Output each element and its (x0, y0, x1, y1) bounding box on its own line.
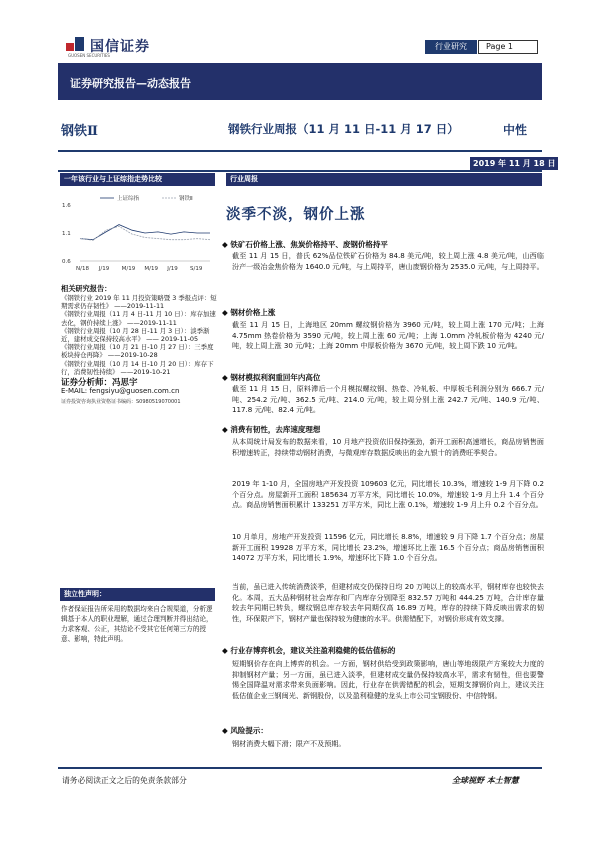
sector-name: 钢铁Ⅱ (61, 124, 98, 139)
section-paragraph: 2019 年 1-10 月，全国房地产开发投资 109603 亿元，同比增长 10.3%，增速较 1-9 月下降 0.2 个百分点。房屋新开工面积 185634 万平方米，同比增长 10.0%，增速较 1-9 月上升 1.4 个百分点。商品房销售面积累计 133251 万平方米，同比上涨 0.1%，增速较 1-9 月上升 0.2 个百分点。 (232, 479, 544, 510)
band-title: 证券研究报告—动态报告 (70, 77, 191, 90)
section-paragraph: 钢材消费大幅下滑；限产不及预期。 (232, 739, 346, 748)
x-tick-label: J/19 (167, 266, 178, 272)
legend-label: 上证综指 (117, 196, 140, 202)
section-heading: ◆ 钢材价格上涨 (222, 308, 276, 317)
section-paragraph: 截至 11 月 15 日，普氏 62%品位铁矿石价格为 84.8 美元/吨，较上周上涨 4.8 美元/吨，山西临汾产一级冶金焦价格为 1640.0 元/吨，与上周持平，唐山废钢价格为 2535.0 元/吨，与上周持平。 (232, 251, 544, 271)
section-heading: ◆ 风险提示： (222, 726, 268, 735)
independence-heading: 独立性声明： (60, 588, 215, 601)
x-tick-label: S/19 (190, 266, 203, 272)
legend-label: 钢铁Ⅱ (179, 196, 193, 202)
section-heading: ◆ 行业存博弈机会，建议关注盈利稳健的低估值标的 (222, 646, 396, 655)
series-line (80, 225, 210, 240)
guosen-logo-icon (66, 33, 86, 53)
y-tick-label: 1.6 (62, 203, 71, 209)
analyst-name: 证券分析师：冯思宇 (61, 378, 138, 388)
brand-name: 国信证券 (90, 39, 150, 55)
analyst-email[interactable]: E-MAIL: fengsiyu@guosen.com.cn (61, 387, 180, 395)
brand-sub: GUOSEN SECURITIES (68, 53, 110, 58)
related-item[interactable]: 《钢铁行业 2019 年 11 月投资策略暨 3 季报点评：短期需求仍存韧性》 ——2019-11-11 (61, 294, 217, 311)
y-tick-label: 0.6 (62, 259, 71, 265)
section-paragraph: 当前，虽已进入传统消费淡季，但建材成交仍保持日均 20 万吨以上的较高水平，钢材库存也较快去化。本周，五大品种钢材社会库存和厂内库存分别降至 832.57 万吨和 444.25 万吨，合计库存量较去年同期已转负，螺纹钢总库存较去年同期仅高 16.89 万吨，库存的持续下降反映出需求的韧性，环保限产下，钢材产量也保持较为健康的水平。供需错配下，对钢价形成有效支撑。 (232, 582, 544, 623)
footer-slogan: 全球视野 本土智慧 (452, 775, 519, 785)
related-item[interactable]: 《钢铁行业周报（11 月 4 日-11 月 10 日）：库存加速去化，钢价持续上涨》 ——2019-11-11 (61, 310, 216, 327)
related-list (61, 294, 217, 376)
headline: 淡季不淡，钢价上涨 (226, 207, 366, 223)
section-heading: ◆ 钢材模拟利润重回年内高位 (222, 373, 321, 382)
section-paragraph: 截至 11 月 15 日，上海地区 20mm 螺纹钢价格为 3960 元/吨，较上周上涨 170 元/吨；上海 4.75mm 热卷价格为 3590 元/吨，较上周上涨 60 元/吨；上海 1.0mm 冷轧板价格为 4240 元/吨，较上周上涨 30 元/吨；上海 20mm 中厚板价格为 3670 元/吨，较上周下跌 10 元/吨。 (232, 320, 544, 351)
independence-text: 作者保证报告所采用的数据均来自合规渠道，分析逻辑基于本人的职业理解，通过合理判断并得出结论，力求客观、公正，其结论不受其它任何第三方的授意、影响，特此声明。 (61, 605, 213, 643)
x-tick-label: J/19 (98, 266, 110, 272)
x-tick-label: M/19 (121, 266, 136, 272)
report-type-bar: 行业周报 (226, 173, 542, 186)
related-item[interactable]: 《钢铁行业周报（10 月 28 日-11 月 3 日）：淡季渐近，建材成交保持较高水平》 —— 2019-11-05 (61, 326, 210, 344)
chart-heading: 一年该行业与上证综指走势比较 (60, 173, 215, 186)
related-item[interactable]: 《钢铁行业周报（10 月 14 日-10 月 20 日）：库存下行，消费韧性持续》 ——2019-10-21 (61, 359, 214, 376)
report-date: 2019 年 11 月 18 日 (470, 157, 558, 170)
x-tick-label: M/19 (144, 266, 159, 272)
rating: 中性 (503, 123, 528, 137)
header-tag: 行业研究 (425, 40, 477, 54)
section-paragraph: 截至 11 月 15 日，原料滞后一个月模拟螺纹钢、热卷、冷轧板、中厚板毛利润分别为 666.7 元/吨、254.2 元/吨、362.5 元/吨、214.0 元/吨，较上周分别上涨 242.7 元/吨、140.9 元/吨、117.8 元/吨、82.4 元/吨。 (232, 384, 544, 415)
related-heading: 相关研究报告： (61, 284, 112, 293)
related-item[interactable]: 《钢铁行业周报（10 月 21 日-10 月 27 日）：三季度板块持仓再降》 ——2019-10-28 (61, 343, 214, 360)
analyst-cert: 证券投资咨询执业资格证书编码：S0980519070001 (61, 399, 181, 405)
section-paragraph: 从本周统计局发布的数据来看，10 月地产投资依旧保持强劲，新开工面积高速增长，商品房销售面积增速转正，持续带动钢材消费，与微观库存数据反映出的金九银十的消费旺季契合。 (232, 437, 544, 457)
page-number: Page 1 (478, 40, 538, 54)
section-paragraph: 10 月单月，房地产开发投资 11596 亿元，同比增长 8.8%，增速较 9 月下降 1.7 个百分点；房屋新开工面积 19928 万平方米，同比增长 23.2%，增速环比上涨 16.5 个百分点；商品房销售面积 14072 万平方米，同比增长 1.9%，增速环比下降 1.0 个百分点。 (232, 532, 544, 563)
divider (58, 170, 542, 172)
report-title: 钢铁行业周报（11 月 11 日-11 月 17 日） (228, 122, 459, 136)
index-comparison-chart (60, 193, 215, 281)
section-paragraph: 短期钢价存在向上博弈的机会。一方面，钢材供给受到政策影响，唐山等地级限产方案较大力度的抑制钢材产量；另一方面，虽已进入淡季，但建材成交量仍保持较高水平，需求有韧性，但也要警惕全国降温对需求带来负面影响。因此，行业存在供需错配的机会，短期支撑钢价向上，建议关注低估值企业三钢闽光、新钢股份，以及盈利稳健的龙头上市公司宝钢股份、中信特钢。 (232, 659, 544, 700)
section-heading: ◆ 铁矿石价格上涨、焦炭价格持平、废钢价格持平 (222, 240, 388, 249)
footer-divider (58, 767, 542, 769)
divider (58, 150, 542, 152)
x-tick-label: N/18 (76, 266, 89, 272)
y-tick-label: 1.1 (62, 231, 71, 237)
footer-disclaimer: 请务必阅读正文之后的免责条款部分 (62, 776, 187, 785)
section-heading: ◆ 消费有韧性，去库速度理想 (222, 425, 321, 434)
